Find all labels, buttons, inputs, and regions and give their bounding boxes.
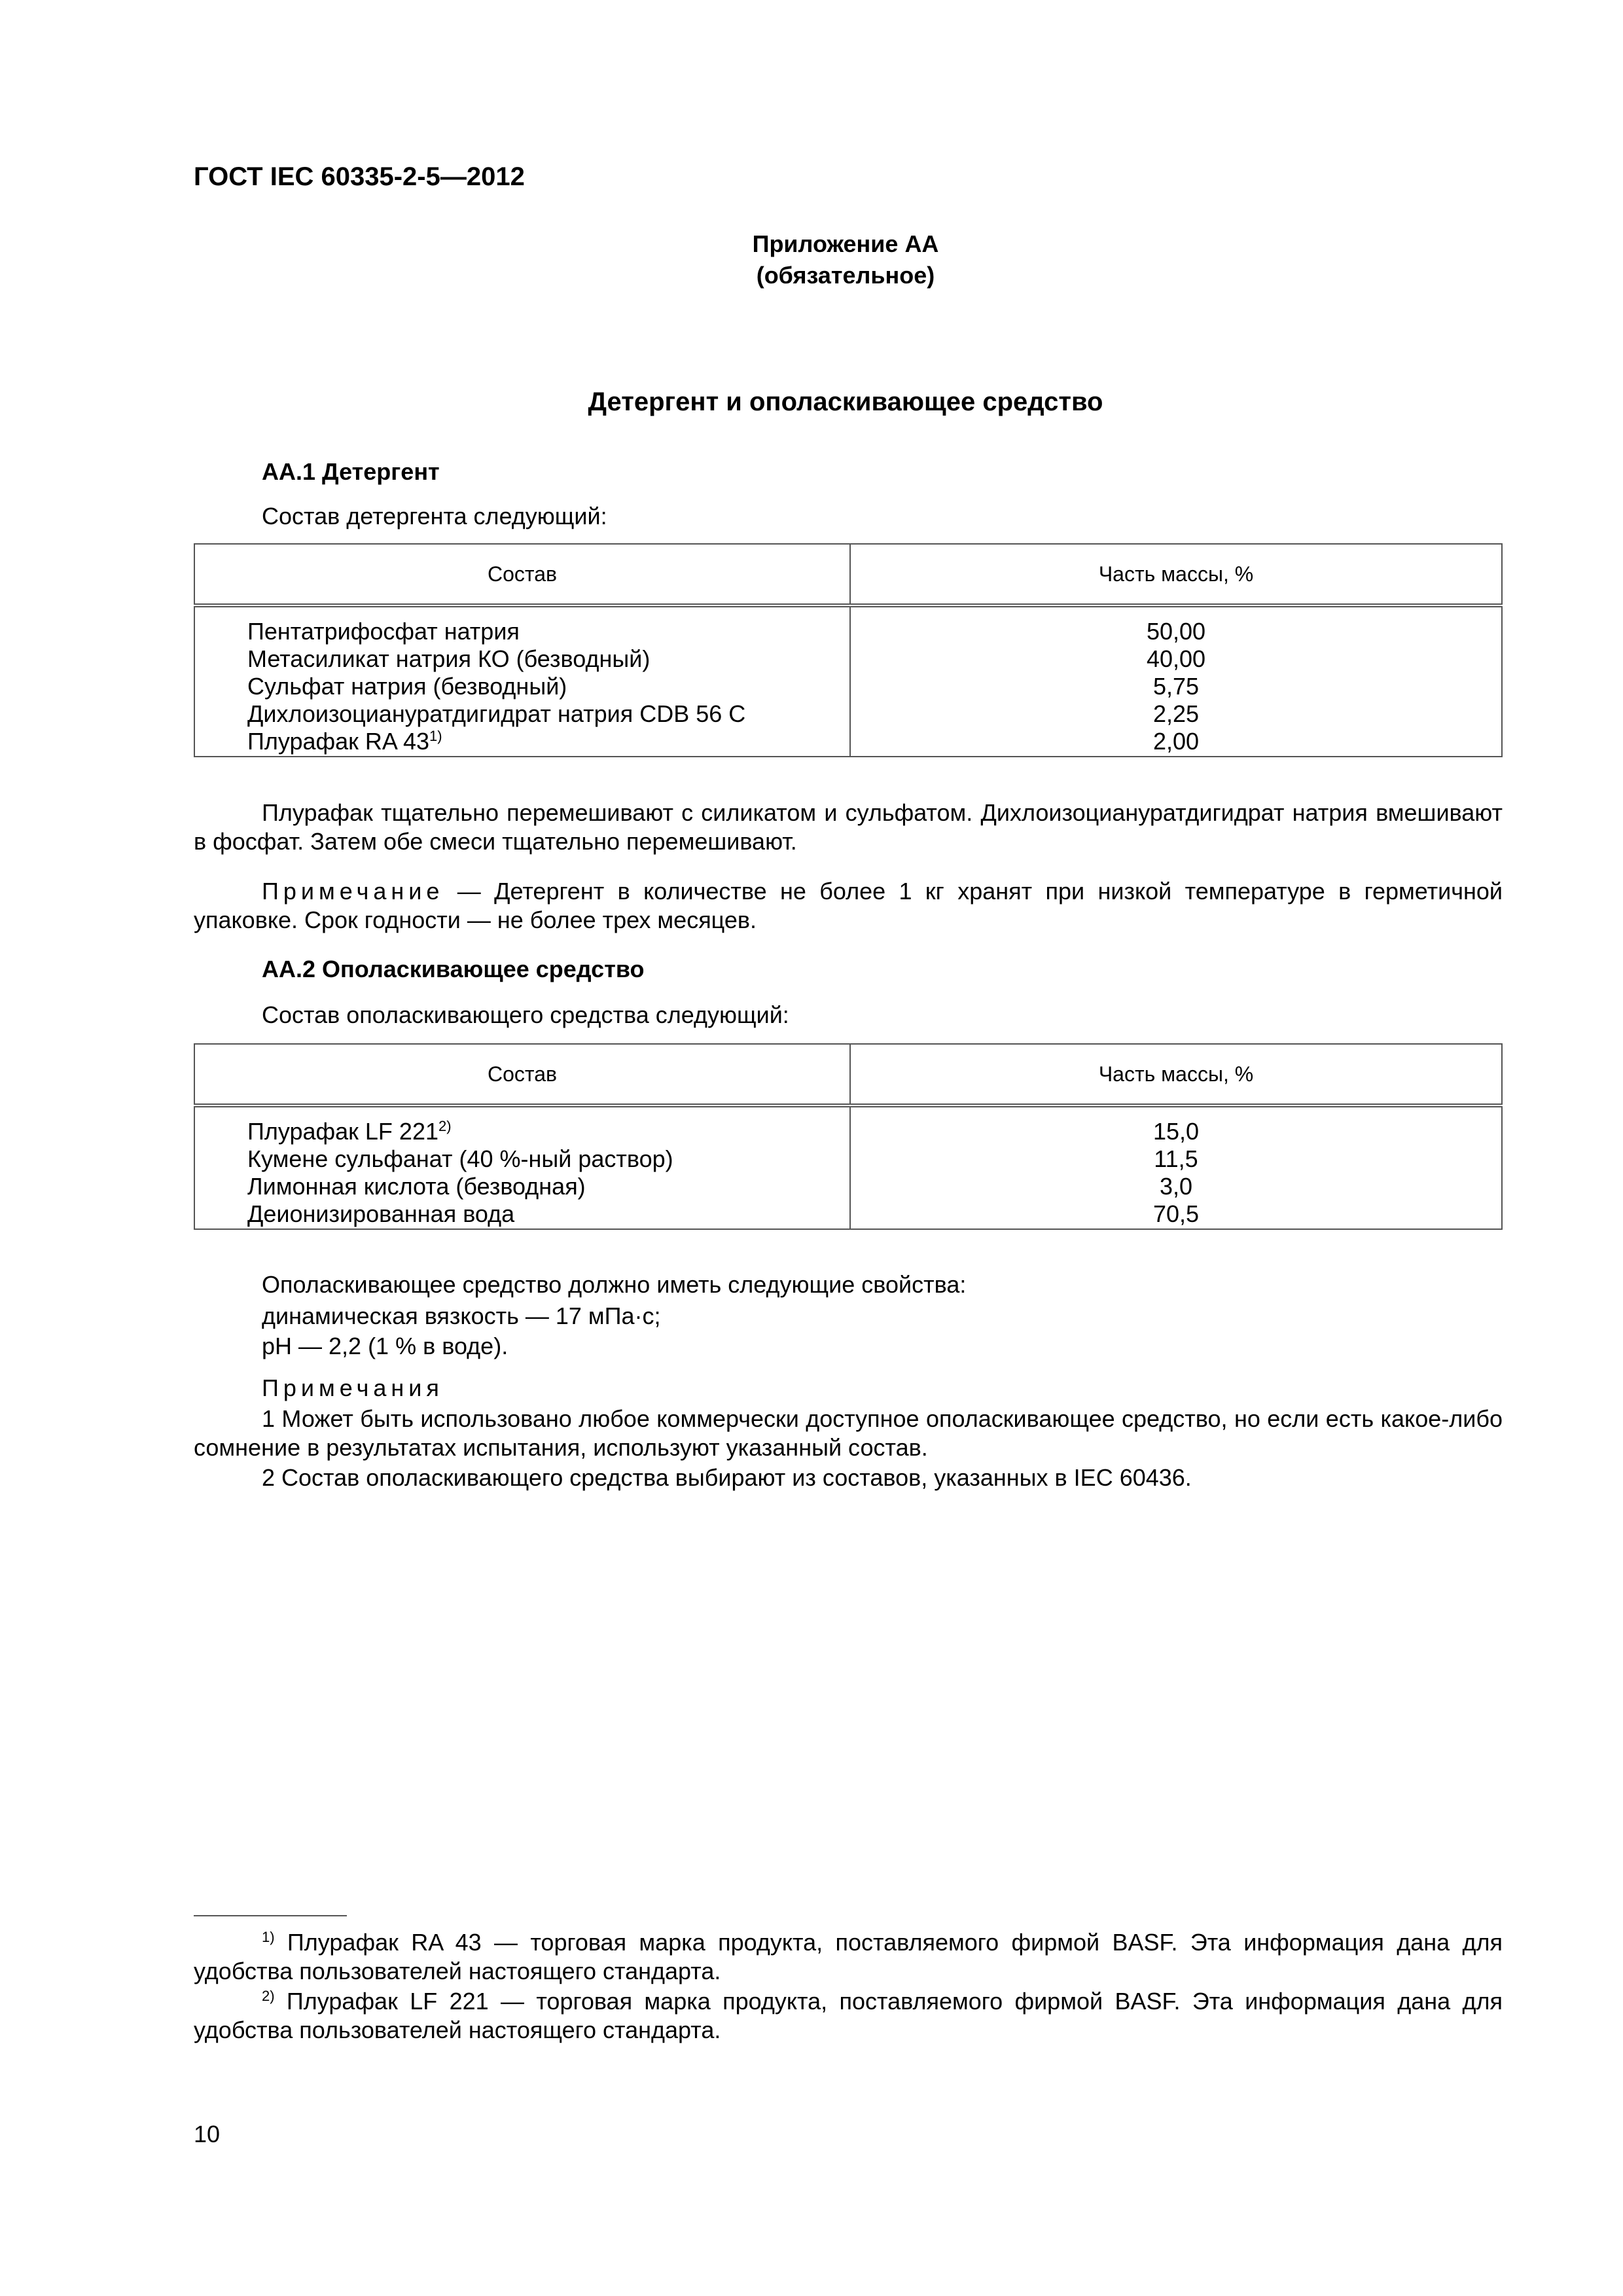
note-label: Примечание (262, 878, 444, 905)
table1-values (850, 605, 1502, 757)
properties-intro: Ополаскивающее средство должно иметь следующие свойства: (262, 1271, 967, 1298)
table-row-value: 40,00 (1146, 645, 1206, 672)
section1-paragraph: Плурафак тщательно перемешивают с силикатом и сульфатом. Дихлоизоциануратдигидрат натрия вмешивают в фосфат. Затем обе смеси тщательно перемешивают. (194, 799, 1503, 855)
main-title: Детергент и ополаскивающее средство (588, 387, 1103, 416)
table-row-value: 3,0 (1159, 1173, 1193, 1200)
property-viscosity: динамическая вязкость — 17 мПа·с; (262, 1302, 661, 1329)
table2-values (850, 1105, 1502, 1229)
table-row-name: Плурафак LF 221$^{2)}$ (247, 1118, 452, 1145)
table-row-name: Пентатрифосфат натрия (247, 618, 520, 645)
notes-label: Примечания (262, 1374, 444, 1401)
table1-names (194, 605, 850, 757)
footnote-2: $^{2)}$ Плурафак LF 221 — торговая марка продукта, поставляемого фирмой BASF. Эта информация дана для удобства пользователей настоящего стандарта. (194, 1988, 1503, 2043)
section1-intro: Состав детергента следующий: (262, 503, 607, 529)
detergent-table (194, 543, 1503, 757)
section1-heading: АА.1 Детергент (262, 458, 440, 485)
table-row-name: Метасиликат натрия КО (безводный) (247, 645, 651, 672)
table-row-name: Деионизированная вода (247, 1200, 515, 1227)
annex-title: Приложение АА (752, 230, 939, 257)
table2-names (194, 1105, 850, 1229)
rinse-agent-table (194, 1043, 1503, 1230)
table1-col-composition: Состав (194, 544, 850, 605)
table-row-value: 70,5 (1152, 1200, 1200, 1227)
table-row-value: 2,25 (1152, 700, 1200, 727)
footnote-divider (194, 1915, 347, 1916)
table2-col-mass: Часть массы, % (850, 1044, 1502, 1105)
footnote-1: $^{1)}$ Плурафак RA 43 — торговая марка продукта, поставляемого фирмой BASF. Эта информация дана для удобства пользователей настоящего стандарта. (194, 1929, 1503, 1984)
note-2: 2 Состав ополаскивающего средства выбирают из составов, указанных в IEC 60436. (262, 1464, 1192, 1491)
page-number: 10 (194, 2121, 221, 2147)
table-row-value: 5,75 (1152, 673, 1200, 700)
table-row-name: Сульфат натрия (безводный) (247, 673, 567, 700)
note-1: 1 Может быть использовано любое коммерчески доступное ополаскивающее средство, но если есть какое-либо сомнение в результатах испытания, используют указанный состав. (194, 1405, 1503, 1461)
section1-note: Примечание — Детергент в количестве не более 1 кг хранят при низкой температуре в герметичной упаковке. Срок годности — не более трех месяцев. (194, 878, 1503, 933)
document-header: ГОСТ IEC 60335-2-5—2012 (194, 162, 525, 191)
table-row-value: 50,00 (1146, 618, 1206, 645)
property-ph: pH — 2,2 (1 % в воде). (262, 1333, 508, 1359)
table1-col-mass: Часть массы, % (850, 544, 1502, 605)
annex-type: (обязательное) (756, 262, 935, 289)
footnote-ref: 2) (438, 1118, 452, 1134)
table-row-name: Лимонная кислота (безводная) (247, 1173, 586, 1200)
footnote-ref: 1) (429, 728, 442, 744)
table2-col-composition: Состав (194, 1044, 850, 1105)
section2-heading: АА.2 Ополаскивающее средство (262, 956, 645, 982)
table-row-name: Дихлоизоциануратдигидрат натрия CDB 56 С (247, 700, 746, 727)
table-row-name: Кумене сульфанат (40 %-ный раствор) (247, 1145, 673, 1172)
section2-intro: Состав ополаскивающего средства следующий: (262, 1001, 789, 1028)
table-row-name: Плурафак RA 43$^{1)}$ (247, 728, 442, 755)
table-row-value: 2,00 (1152, 728, 1200, 755)
table-row-value: 15,0 (1152, 1118, 1200, 1145)
table-row-value: 11,5 (1154, 1145, 1198, 1172)
